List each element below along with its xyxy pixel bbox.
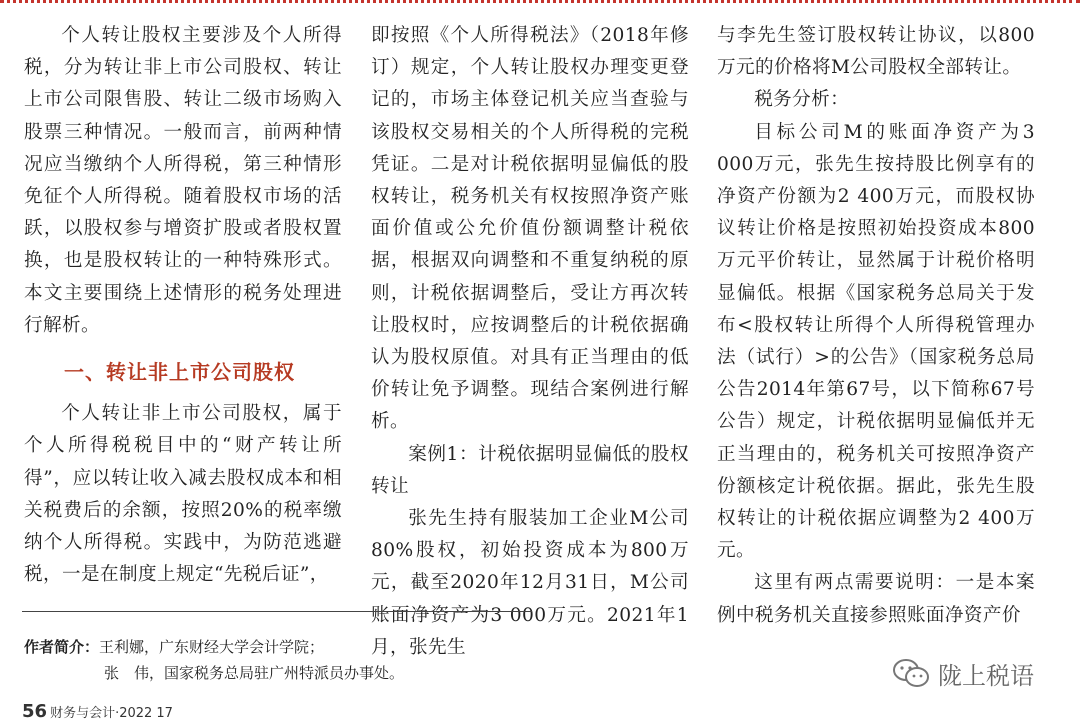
paragraph: 这里有两点需要说明：一是本案例中税务机关直接参照账面净资产价 [717,572,1035,626]
column-2 [371,20,689,664]
page-number: 56 [22,701,48,722]
case-title: 案例1：计税依据明显偏低的股权转让 [371,443,689,497]
paragraph: 目标公司M的账面净资产为3 000万元，张先生按持股比例享有的净资产份额为2 400万元，而股权协议转让价格是按照初始投资成本800万元平价转让，显然属于计税价格明显偏低。根据《国家税务总局关于发布<股权转让所得个人所得税管理办法（试行）>的公告》（国家税务总局公告2014年第67号，以下简称67号公告）规定，计税依据明显偏低并无正当理由的，税务机关可按照净资产份额核定计税依据。据此，张先生股权转让的计税依据应调整为2 400万元。 [717,121,1035,562]
wechat-icon [892,658,930,690]
page-footer [22,701,173,722]
column-3 [717,20,1035,632]
paragraph: 张先生持有服装加工企业M公司80%股权，初始投资成本为800万元，截至2020年12月31日，M公司账面净资产为3 000万元。2021年1月，张先生 [371,508,689,658]
journal-name: 财务与会计·2022 17 [50,706,173,721]
top-dotted-rule [0,0,1080,6]
paragraph: 个人转让股权主要涉及个人所得税，分为转让非上市公司股权、转让上市公司限售股、转让二级市场购入股票三种情况。一般而言，前两种情况应当缴纳个人所得税，第三种情形免征个人所得税。随着股权市场的活跃，以股权参与增资扩股或者股权置换，也是股权转让的一种特殊形式。本文主要围绕上述情形的税务处理进行解析。 [24,25,342,336]
author-bio [24,634,404,686]
watermark [892,656,1034,691]
author-line-2: 张 伟，国家税务总局驻广州特派员办事处。 [104,664,405,682]
watermark-text: 陇上税语 [938,662,1034,690]
section-heading: 一、转让非上市公司股权 [64,360,295,385]
paragraph: 即按照《个人所得税法》（2018年修订）规定，个人转让股权办理变更登记的，市场主体登记机关应当查验与该股权交易相关的个人所得税的完税凭证。二是对计税依据明显偏低的股权转让，税务机关有权按照净资产账面价值或公允价值份额调整计税依据，根据双向调整和不重复纳税的原则，计税依据调整后，受让方再次转让股权时，应按调整后的计税依据确认为股权原值。对具有正当理由的低价转让免予调整。现结合案例进行解析。 [371,25,689,433]
column-1 [24,20,342,591]
author-line-1: 王利娜，广东财经大学会计学院； [99,638,325,656]
paragraph: 与李先生签订股权转让协议，以800万元的价格将M公司股权全部转让。 [717,25,1035,79]
author-label: 作者简介： [24,638,100,656]
analysis-label: 税务分析： [754,89,850,111]
paragraph: 个人转让非上市公司股权，属于个人所得税税目中的“财产转让所得”，应以转让收入减去股权成本和相关税费后的余额，按照20%的税率缴纳个人所得税。实践中，为防范逃避税，一是在制度上规定“先税后证”， [24,403,342,586]
footnote-rule [22,611,532,612]
